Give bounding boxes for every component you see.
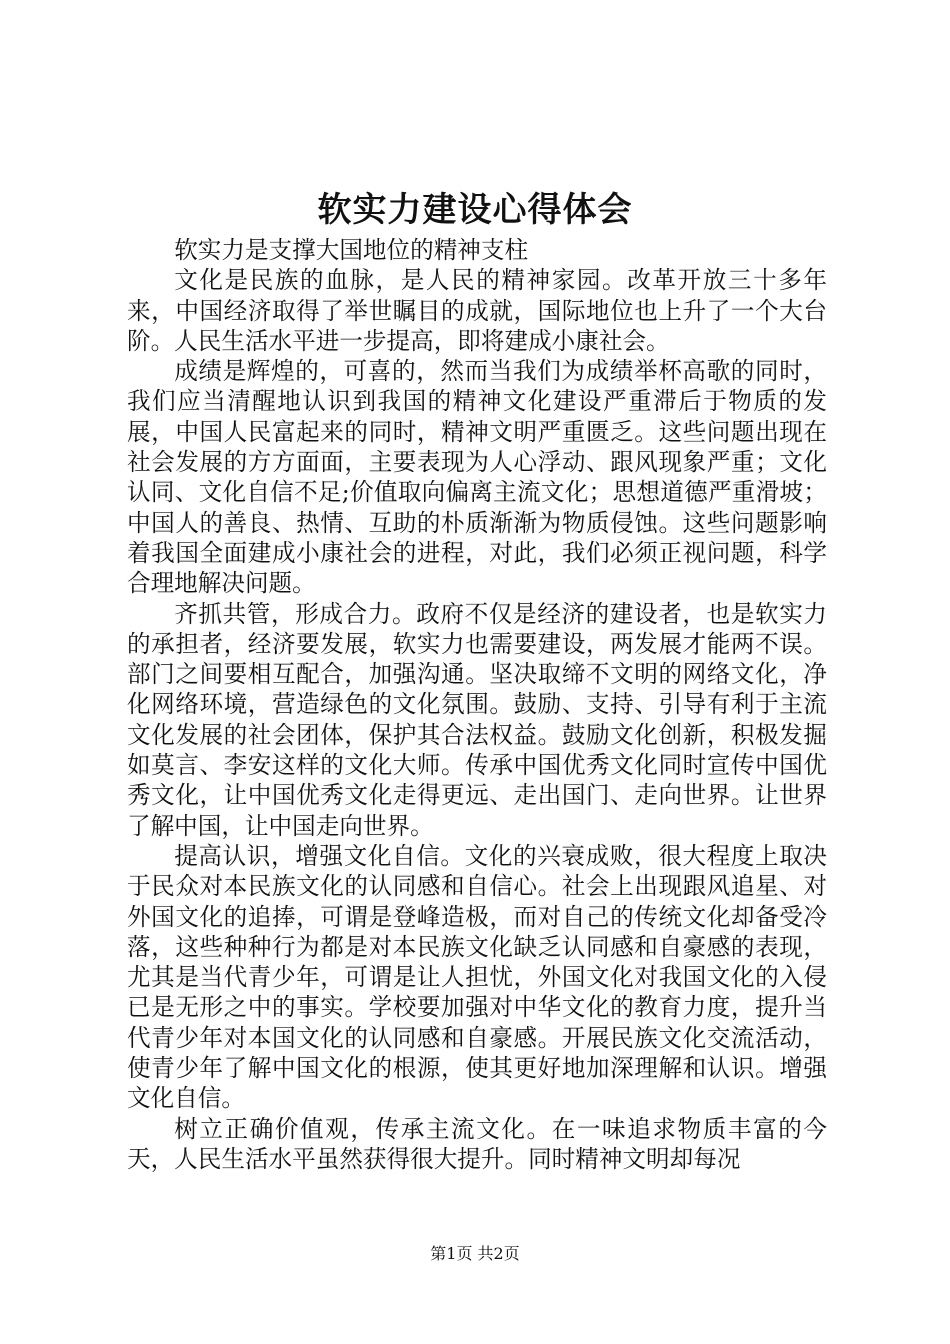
paragraph: 成绩是辉煌的，可喜的，然而当我们为成绩举杯高歌的同时，我们应当清醒地认识到我国的精神文化建设严重滞后于物质的发展，中国人民富起来的同时，精神文明严重匮乏。这些问题出现在社会发展的方方面面，主要表现为人心浮动、跟风现象严重；文化认同、文化自信不足;价值取向偏离主流文化；思想道德严重滑坡；中国人的善良、热情、互助的朴质渐渐为物质侵蚀。这些问题影响着我国全面建成小康社会的进程，对此，我们必须正视问题，科学合理地解决问题。 <box>127 357 827 598</box>
paragraph: 树立正确价值观，传承主流文化。在一味追求物质丰富的今天，人民生活水平虽然获得很大提升。同时精神文明却每况 <box>127 1114 827 1173</box>
document-body <box>127 235 827 1174</box>
page-number-footer: 第1页 共2页 <box>430 1244 520 1263</box>
paragraph: 提高认识，增强文化自信。文化的兴衰成败，很大程度上取决于民众对本民族文化的认同感和自信心。社会上出现跟风追星、对外国文化的追捧，可谓是登峰造极，而对自己的传统文化却备受冷落，这些种种行为都是对本民族文化缺乏认同感和自豪感的表现，尤其是当代青少年，可谓是让人担忧，外国文化对我国文化的入侵已是无形之中的事实。学校要加强对中华文化的教育力度，提升当代青少年对本国文化的认同感和自豪感。开展民族文化交流活动，使青少年了解中国文化的根源，使其更好地加深理解和认识。增强文化自信。 <box>127 841 827 1113</box>
paragraph: 文化是民族的血脉，是人民的精神家园。改革开放三十多年来，中国经济取得了举世瞩目的成就，国际地位也上升了一个大台阶。人民生活水平进一步提高，即将建成小康社会。 <box>127 266 827 355</box>
paragraph: 齐抓共管，形成合力。政府不仅是经济的建设者，也是软实力的承担者，经济要发展，软实力也需要建设，两发展才能两不误。部门之间要相互配合，加强沟通。坚决取缔不文明的网络文化，净化网络环境，营造绿色的文化氛围。鼓励、支持、引导有利于主流文化发展的社会团体，保护其合法权益。鼓励文化创新，积极发掘如莫言、李安这样的文化大师。传承中国优秀文化同时宣传中国优秀文化，让中国优秀文化走得更远、走出国门、走向世界。让世界了解中国，让中国走向世界。 <box>127 599 827 840</box>
paragraph-subtitle: 软实力是支撑大国地位的精神支柱 <box>174 236 529 264</box>
document-title: 软实力建设心得体会 <box>317 190 633 230</box>
